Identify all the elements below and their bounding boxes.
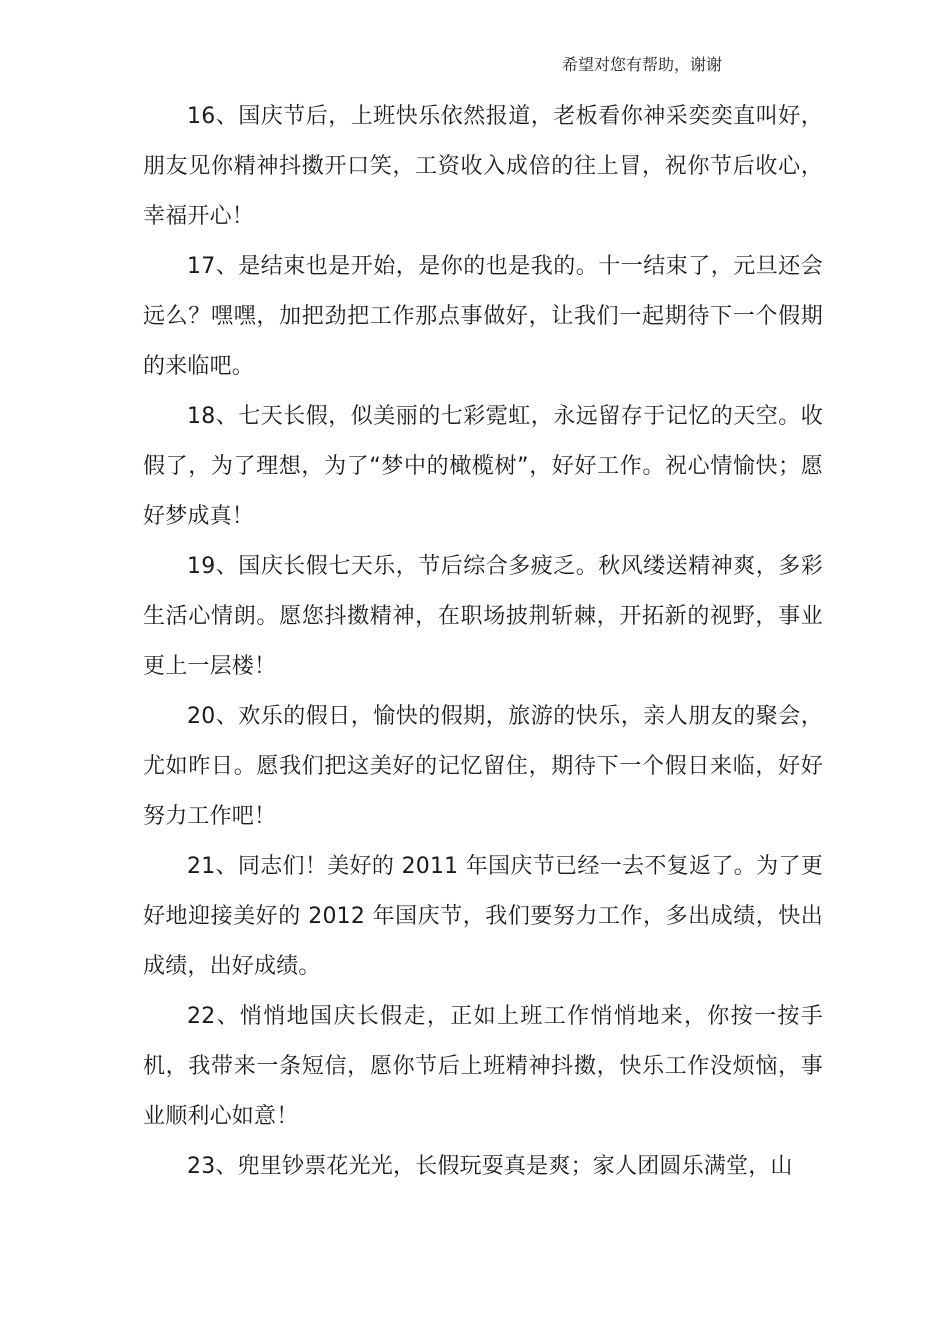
paragraph-23: 23、兜里钞票花光光，长假玩耍真是爽；家人团圆乐满堂，山	[187, 1154, 793, 1179]
paragraph-19: 19、国庆长假七天乐，节后综合多疲乏。秋风缕送精神爽，多彩生活心情朗。愿您抖擞精神，在职场披荆斩棘，开拓新的视野，事业更上一层楼！	[143, 554, 823, 679]
header-note: 希望对您有帮助，谢谢	[562, 55, 723, 74]
document-body	[143, 92, 823, 1192]
paragraph-17: 17、是结束也是开始，是你的也是我的。十一结束了，元旦还会远么？嘿嘿，加把劲把工作那点事做好，让我们一起期待下一个假期的来临吧。	[143, 254, 823, 379]
paragraph-16: 16、国庆节后，上班快乐依然报道，老板看你神采奕奕直叫好，朋友见你精神抖擞开口笑，工资收入成倍的往上冒，祝你节后收心，幸福开心！	[143, 104, 823, 229]
paragraph-22: 22、悄悄地国庆长假走，正如上班工作悄悄地来，你按一按手机，我带来一条短信，愿你节后上班精神抖擞，快乐工作没烦恼，事业顺利心如意！	[143, 1004, 823, 1129]
paragraph-18: 18、七天长假，似美丽的七彩霓虹，永远留存于记忆的天空。收假了，为了理想，为了“梦中的橄榄树”，好好工作。祝心情愉快；愿好梦成真！	[143, 404, 823, 529]
paragraph-21: 21、同志们！美好的 2011 年国庆节已经一去不复返了。为了更好地迎接美好的 2012 年国庆节，我们要努力工作，多出成绩，快出成绩，出好成绩。	[143, 854, 823, 979]
paragraph-20: 20、欢乐的假日，愉快的假期，旅游的快乐，亲人朋友的聚会，尤如昨日。愿我们把这美好的记忆留住，期待下一个假日来临，好好努力工作吧！	[143, 704, 823, 829]
